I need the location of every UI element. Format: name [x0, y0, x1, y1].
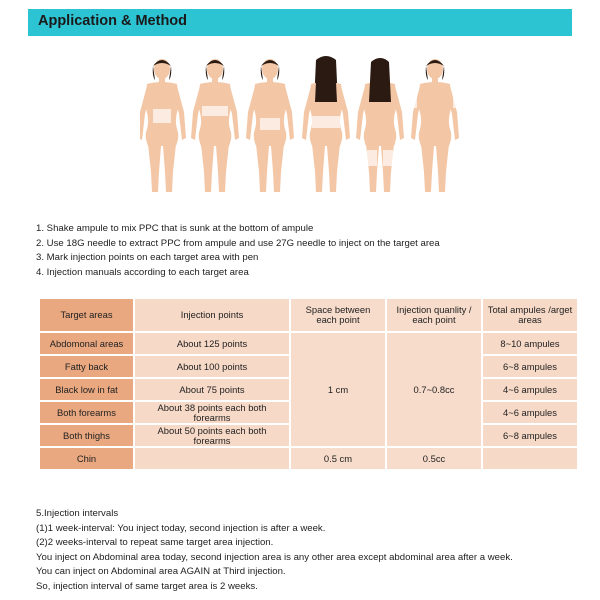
figure-abdomen — [140, 59, 186, 192]
step-2: 2. Use 18G needle to extract PPC from ampule and use 27G needle to inject on the target area — [36, 237, 440, 249]
figure-forearms — [411, 59, 459, 192]
space-cell: 0.5 cm — [291, 448, 385, 469]
body-figures-illustration — [140, 52, 460, 202]
injection-table — [38, 297, 579, 471]
table-header-row — [40, 299, 577, 331]
interval-line: (2)2 weeks-interval to repeat same target area injection. — [36, 537, 274, 548]
header-total-ampules: Total ampules /arget areas — [483, 299, 577, 331]
points-cell: About 75 points — [135, 379, 289, 400]
header-target-areas: Target areas — [40, 299, 133, 331]
quantity-cell: 0.5cc — [387, 448, 481, 469]
table-row — [40, 333, 577, 354]
figure-waist — [191, 59, 239, 192]
section-title: Application & Method — [38, 13, 188, 29]
ampules-cell — [483, 448, 577, 469]
points-cell: About 100 points — [135, 356, 289, 377]
interval-line: So, injection interval of same target area is 2 weeks. — [36, 580, 258, 592]
step-1: 1. Shake ampule to mix PPC that is sunk at the bottom of ampule — [36, 223, 314, 234]
points-cell: About 50 points each both forearms — [135, 425, 289, 446]
space-merged-cell: 1 cm — [291, 333, 385, 446]
area-cell: Chin — [40, 448, 133, 469]
points-cell: About 125 points — [135, 333, 289, 354]
area-cell: Fatty back — [40, 356, 133, 377]
step-3: 3. Mark injection points on each target area with pen — [36, 252, 259, 264]
ampules-cell: 4~6 ampules — [483, 379, 577, 400]
step-4: 4. Injection manuals according to each target area — [36, 266, 249, 278]
area-cell: Both forearms — [40, 402, 133, 423]
ampules-cell: 6~8 ampules — [483, 425, 577, 446]
ampules-cell: 6~8 ampules — [483, 356, 577, 377]
area-cell: Abdomonal areas — [40, 333, 133, 354]
interval-line: You can inject on Abdominal area AGAIN at Third injection. — [36, 566, 286, 577]
header-quantity: Injection quanlity / each point — [387, 299, 481, 331]
figure-back-thighs — [356, 58, 404, 192]
points-cell — [135, 448, 289, 469]
interval-line: You inject on Abdominal area today, second injection area is any other area except abdominal area after a week. — [36, 551, 513, 563]
header-space: Space between each point — [291, 299, 385, 331]
quantity-merged-cell: 0.7~0.8cc — [387, 333, 481, 446]
figure-back-waist — [302, 56, 350, 192]
header-injection-points: Injection points — [135, 299, 289, 331]
interval-line: (1)1 week-interval: You inject today, second injection is after a week. — [36, 522, 326, 534]
area-cell: Both thighs — [40, 425, 133, 446]
ampules-cell: 8~10 ampules — [483, 333, 577, 354]
area-cell: Black low in fat — [40, 379, 133, 400]
interval-heading: 5.Injection intervals — [36, 508, 119, 519]
table-row-chin — [40, 448, 577, 469]
points-cell: About 38 points each both forearms — [135, 402, 289, 423]
ampules-cell: 4~6 ampules — [483, 402, 577, 423]
section-header — [28, 9, 572, 36]
injection-intervals — [36, 507, 513, 594]
figure-lower-abdomen — [246, 59, 294, 192]
application-steps — [36, 222, 440, 280]
